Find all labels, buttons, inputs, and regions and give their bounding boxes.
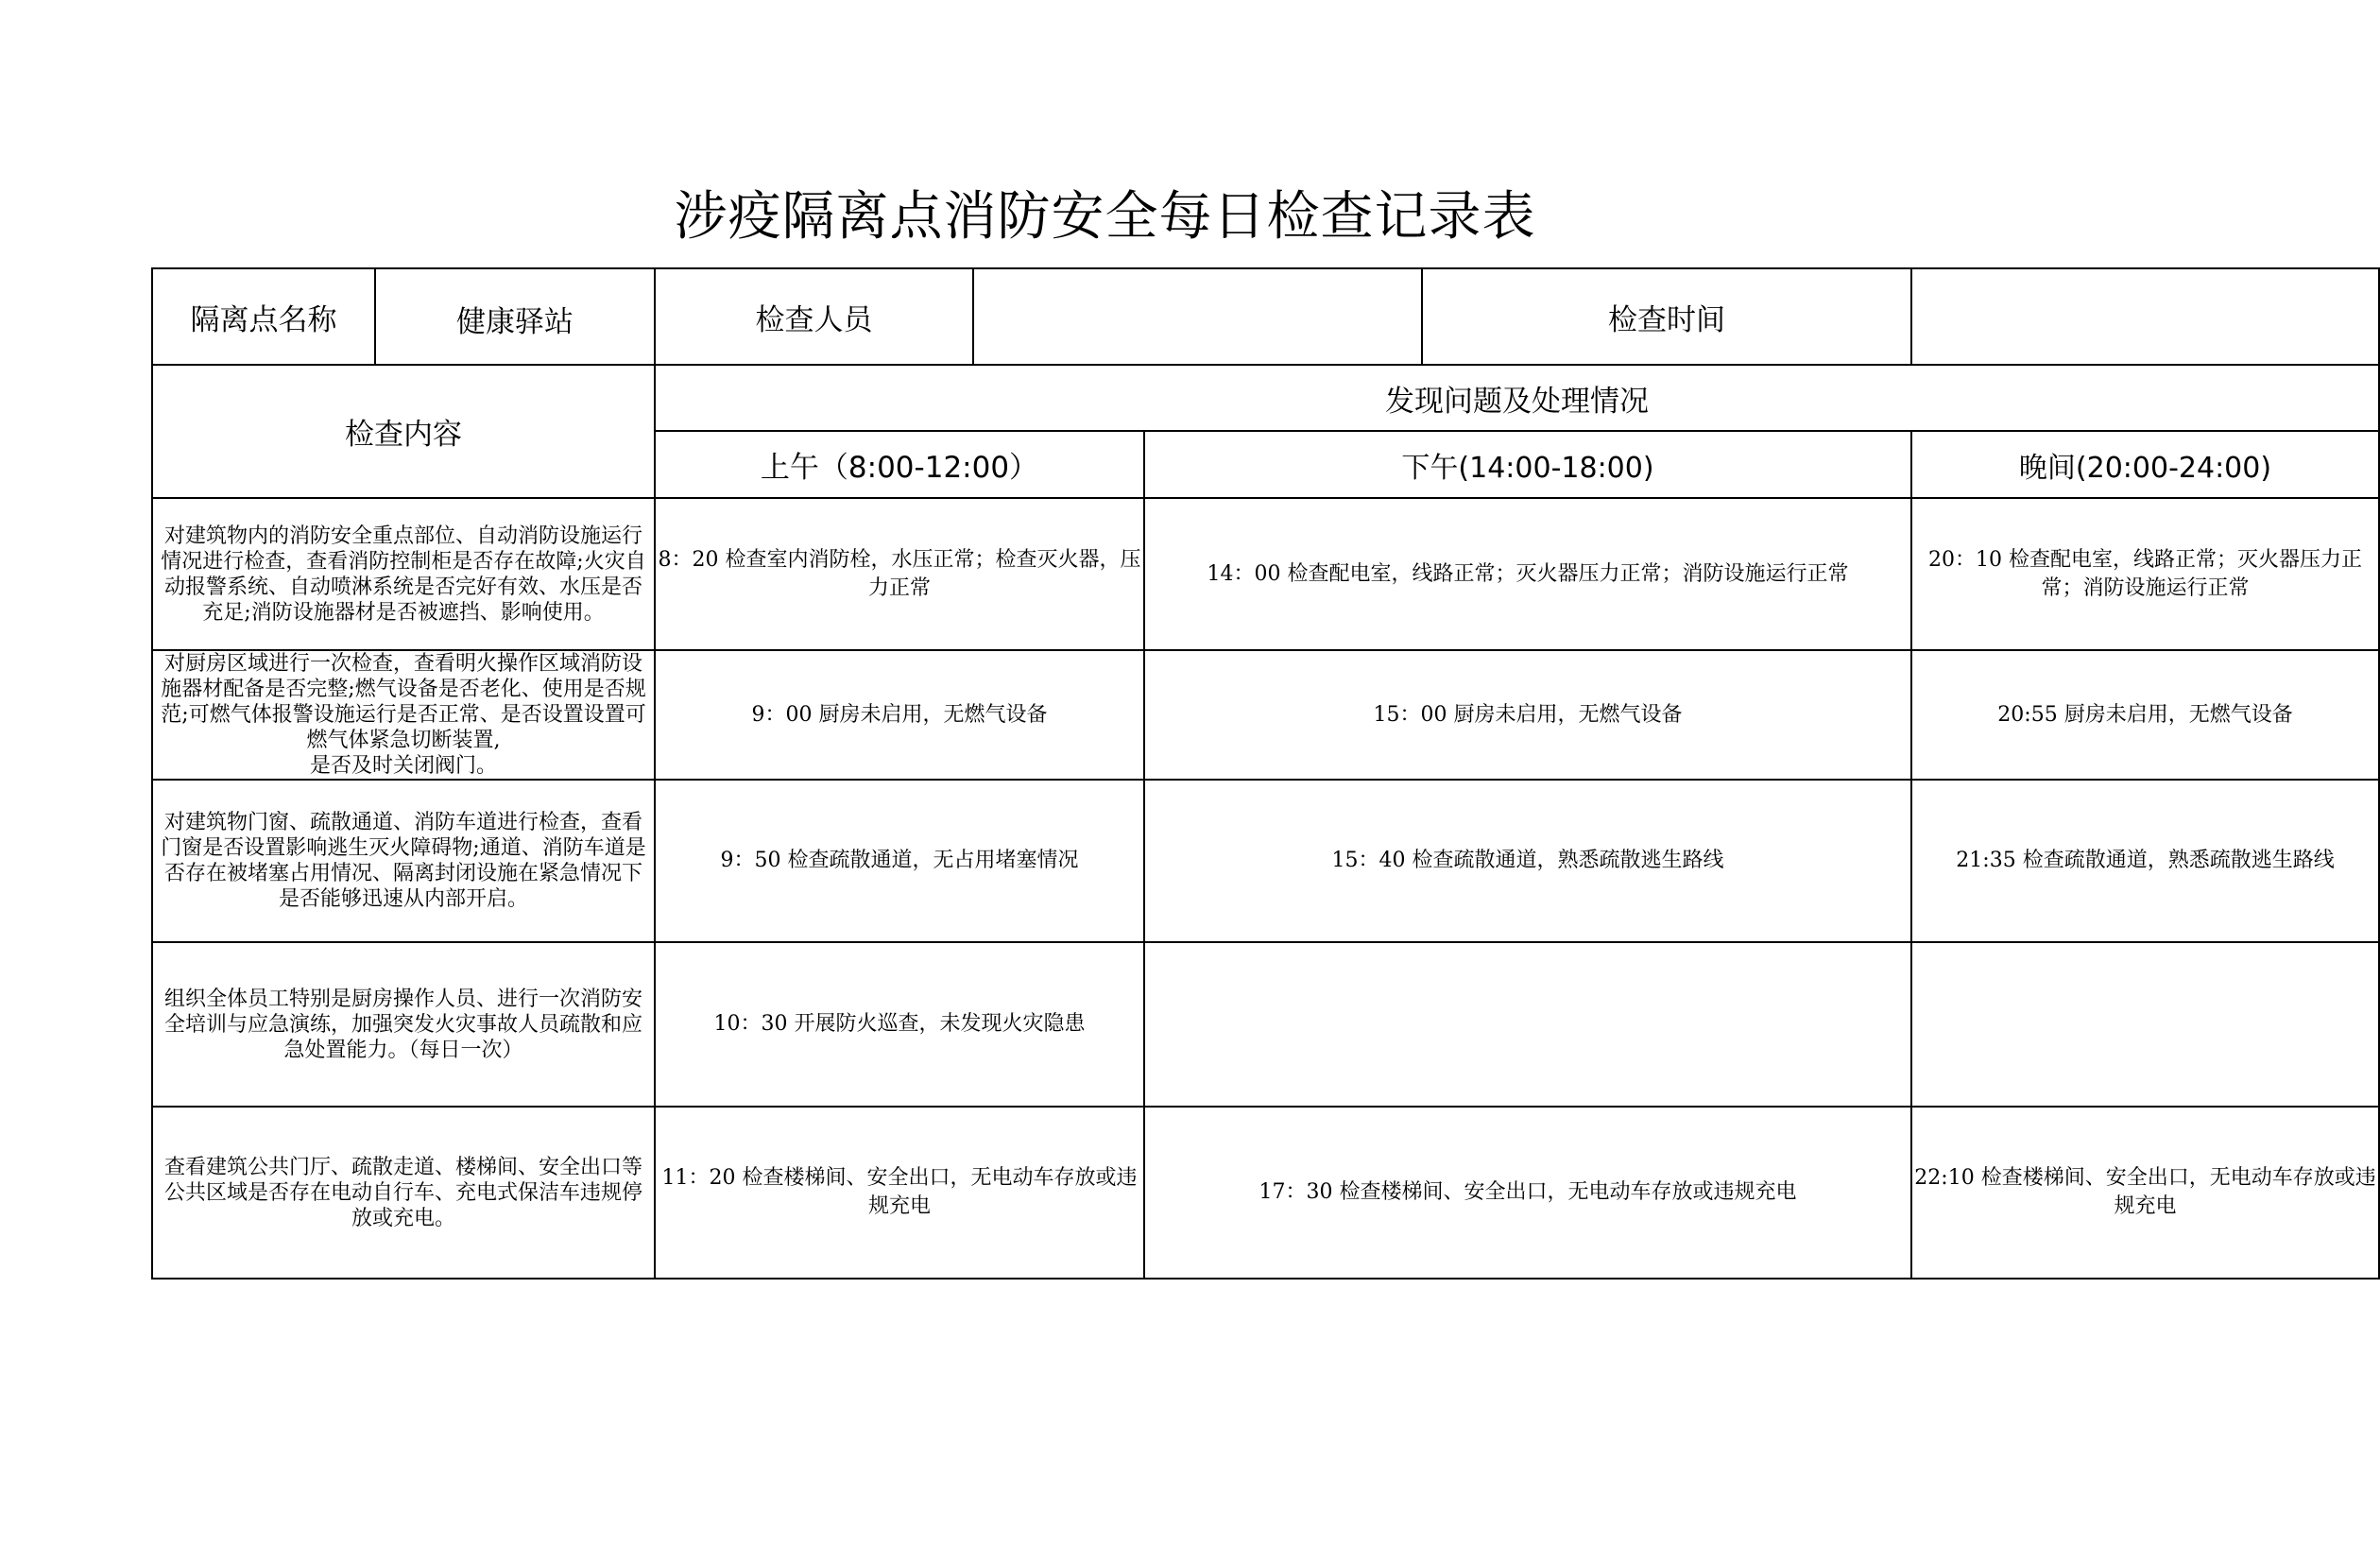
evening-finding-cell[interactable]: 22:10 检查楼梯间、安全出口，无电动车存放或违规充电 bbox=[1911, 1107, 2379, 1279]
table-row bbox=[152, 498, 2379, 650]
morning-finding-cell[interactable]: 8：20 检查室内消防栓，水压正常；检查灭火器，压力正常 bbox=[655, 498, 1144, 650]
afternoon-finding-cell[interactable]: 15：40 检查疏散通道，熟悉疏散逃生路线 bbox=[1144, 780, 1911, 942]
afternoon-finding-cell[interactable]: 15：00 厨房未启用，无燃气设备 bbox=[1144, 650, 1911, 780]
findings-column-header: 发现问题及处理情况 bbox=[655, 365, 2379, 431]
afternoon-finding-cell[interactable] bbox=[1144, 942, 1911, 1107]
afternoon-finding-cell[interactable]: 14：00 检查配电室，线路正常；灭火器压力正常；消防设施运行正常 bbox=[1144, 498, 1911, 650]
inspection-time-value[interactable] bbox=[1911, 268, 2379, 365]
afternoon-finding-cell[interactable]: 17：30 检查楼梯间、安全出口，无电动车存放或违规充电 bbox=[1144, 1107, 1911, 1279]
evening-finding-cell[interactable]: 20:55 厨房未启用，无燃气设备 bbox=[1911, 650, 2379, 780]
findings-header-row bbox=[152, 365, 2379, 431]
evening-column-header: 晚间(20:00-24:00) bbox=[1911, 431, 2379, 498]
table-row bbox=[152, 1107, 2379, 1279]
morning-finding-cell[interactable]: 9：50 检查疏散通道，无占用堵塞情况 bbox=[655, 780, 1144, 942]
evening-finding-cell[interactable]: 20：10 检查配电室，线路正常；灭火器压力正常；消防设施运行正常 bbox=[1911, 498, 2379, 650]
check-content-cell: 组织全体员工特别是厨房操作人员、进行一次消防安全培训与应急演练，加强突发火灾事故人员疏散和应急处置能力。（每日一次） bbox=[152, 942, 655, 1107]
check-content-cell: 对建筑物门窗、疏散通道、消防车道进行检查，查看门窗是否设置影响逃生灭火障碍物;通道、消防车道是否存在被堵塞占用情况、隔离封闭设施在紧急情况下是否能够迅速从内部开启。 bbox=[152, 780, 655, 942]
morning-column-header: 上午（8:00-12:00） bbox=[655, 431, 1144, 498]
inspector-label: 检查人员 bbox=[655, 268, 973, 365]
header-info-row bbox=[152, 268, 2379, 365]
page-title: 涉疫隔离点消防安全每日检查记录表 bbox=[674, 186, 1536, 248]
inspection-record-table bbox=[151, 267, 2380, 1280]
site-name-value[interactable]: 健康驿站 bbox=[375, 268, 655, 365]
content-column-header: 检查内容 bbox=[152, 365, 655, 498]
check-content-cell: 对建筑物内的消防安全重点部位、自动消防设施运行情况进行检查，查看消防控制柜是否存在故障;火灾自动报警系统、自动喷淋系统是否完好有效、水压是否充足;消防设施器材是否被遮挡、影响使用。 bbox=[152, 498, 655, 650]
evening-finding-cell[interactable]: 21:35 检查疏散通道，熟悉疏散逃生路线 bbox=[1911, 780, 2379, 942]
morning-finding-cell[interactable]: 10：30 开展防火巡查，未发现火灾隐患 bbox=[655, 942, 1144, 1107]
evening-finding-cell[interactable] bbox=[1911, 942, 2379, 1107]
inspection-time-label: 检查时间 bbox=[1422, 268, 1911, 365]
morning-finding-cell[interactable]: 11：20 检查楼梯间、安全出口，无电动车存放或违规充电 bbox=[655, 1107, 1144, 1279]
check-content-cell: 对厨房区域进行一次检查，查看明火操作区域消防设施器材配备是否完整;燃气设备是否老化、使用是否规范;可燃气体报警设施运行是否正常、是否设置设置可燃气体紧急切断装置, 是否及时关闭阀门。 bbox=[152, 650, 655, 780]
afternoon-column-header: 下午(14:00-18:00) bbox=[1144, 431, 1911, 498]
table-row bbox=[152, 650, 2379, 780]
inspector-value[interactable] bbox=[973, 268, 1422, 365]
site-name-label: 隔离点名称 bbox=[152, 268, 375, 365]
check-content-cell: 查看建筑公共门厅、疏散走道、楼梯间、安全出口等公共区域是否存在电动自行车、充电式保洁车违规停放或充电。 bbox=[152, 1107, 655, 1279]
morning-finding-cell[interactable]: 9：00 厨房未启用，无燃气设备 bbox=[655, 650, 1144, 780]
table-row bbox=[152, 942, 2379, 1107]
table-row bbox=[152, 780, 2379, 942]
